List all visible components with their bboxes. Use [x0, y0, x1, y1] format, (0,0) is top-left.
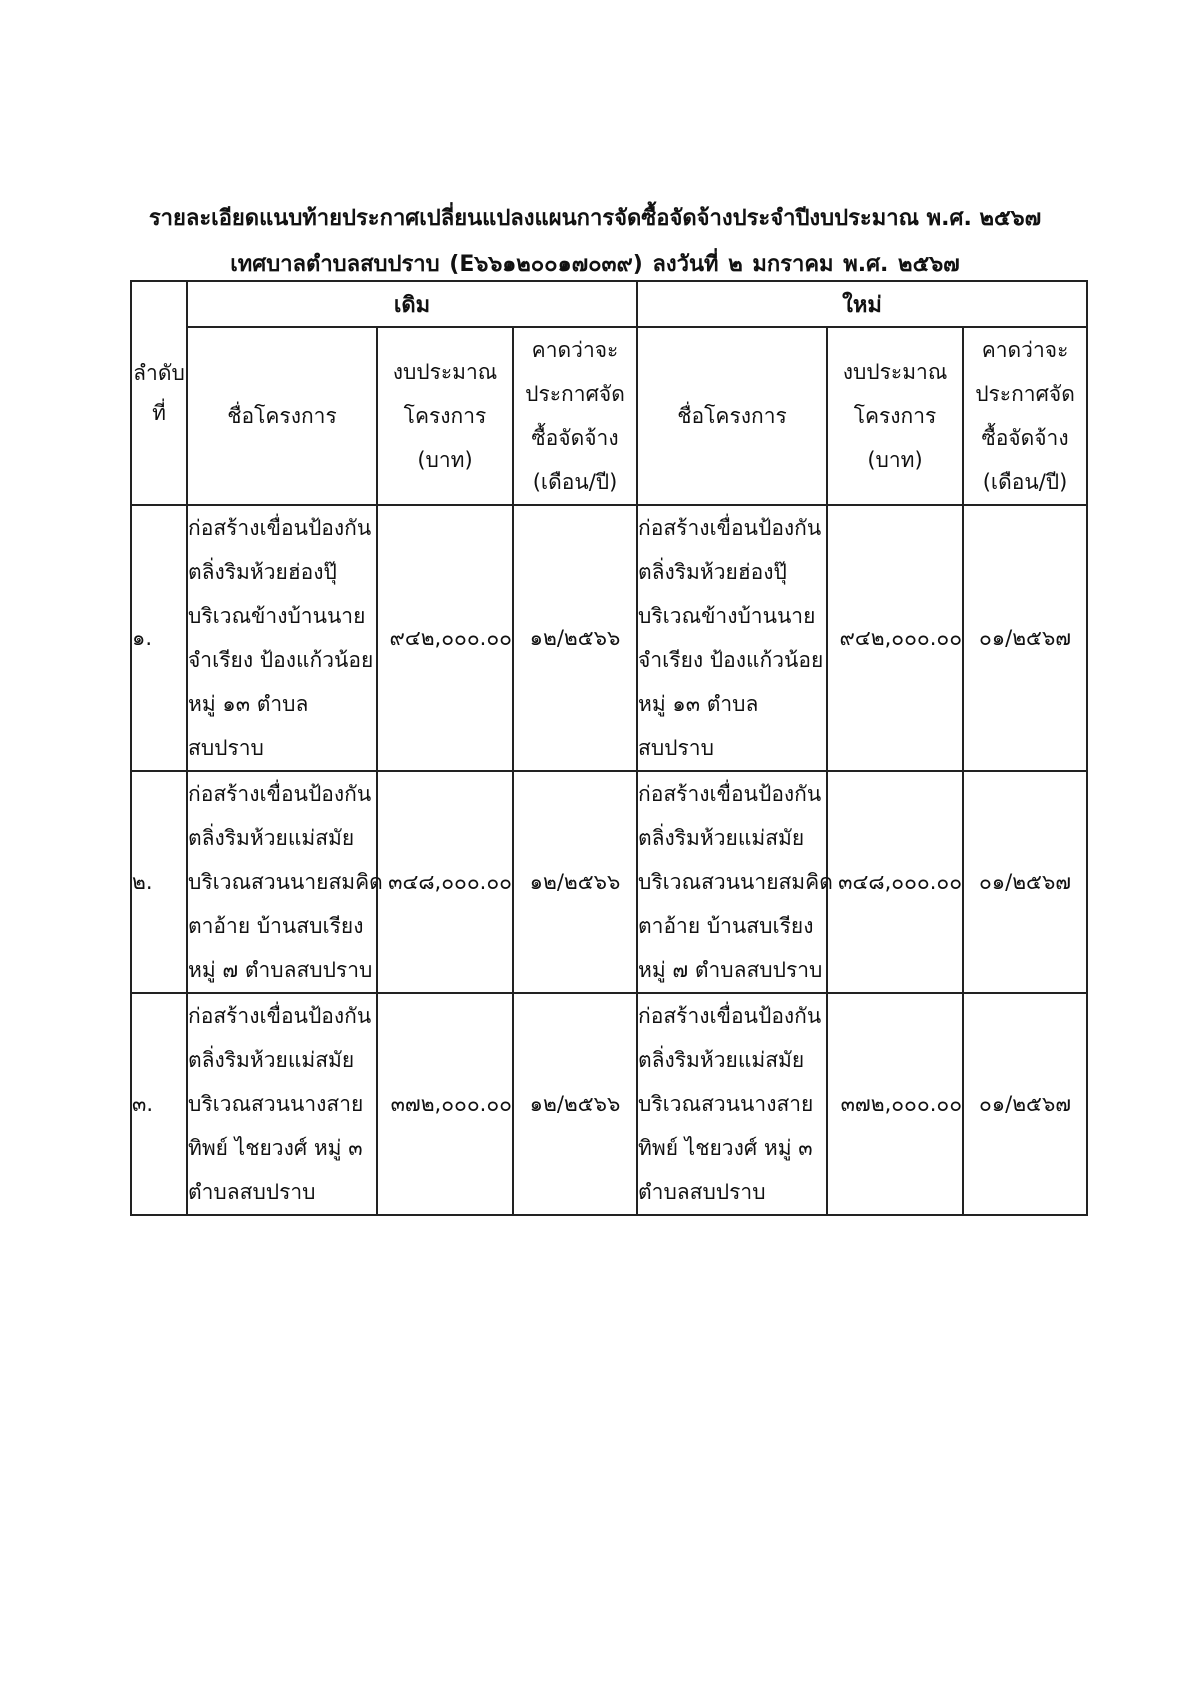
project-name-line: หมู่ ๗ ตำบลสบปราบ	[188, 958, 373, 982]
project-name-line: ตลิ่งริมห้วยแม่สมัย	[638, 826, 805, 850]
old-project-name	[187, 505, 377, 771]
col-date-line: ซื้อจัดจ้าง	[981, 426, 1069, 450]
project-name-line: สบปราบ	[638, 736, 714, 760]
table-row	[131, 505, 1087, 771]
col-budget-line: งบประมาณ	[842, 360, 948, 384]
group-header-old: เดิม	[187, 281, 637, 327]
project-name-line: บริเวณสวนนายสมคิด	[188, 870, 383, 894]
project-name-line: ก่อสร้างเขื่อนป้องกัน	[638, 782, 822, 806]
old-expected-date: ๑๒/๒๕๖๖	[513, 771, 637, 993]
col-budget-line: โครงการ	[853, 404, 937, 428]
col-header-old-budget	[377, 327, 513, 505]
project-name-line: ตำบลสบปราบ	[638, 1180, 766, 1204]
project-name-line: ก่อสร้างเขื่อนป้องกัน	[188, 516, 372, 540]
col-header-new-name: ชื่อโครงการ	[637, 327, 827, 505]
project-name-line: ตลิ่งริมห้วยแม่สมัย	[188, 826, 355, 850]
old-budget: ๓๔๘,๐๐๐.๐๐	[377, 771, 513, 993]
project-name-line: ก่อสร้างเขื่อนป้องกัน	[638, 516, 822, 540]
project-name-line: หมู่ ๗ ตำบลสบปราบ	[638, 958, 823, 982]
project-name-line: บริเวณสวนนางสาย	[188, 1092, 364, 1116]
project-name-line: ตาอ้าย บ้านสบเรียง	[188, 914, 364, 938]
project-name-line: จำเรียง ป้องแก้วน้อย	[638, 648, 824, 672]
row-number: ๒.	[131, 771, 187, 993]
col-header-new-date	[963, 327, 1087, 505]
col-date-line: คาดว่าจะ	[531, 338, 619, 362]
project-name-line: ตำบลสบปราบ	[188, 1180, 316, 1204]
document-title	[0, 196, 1190, 288]
col-date-line: (เดือน/ปี)	[982, 470, 1068, 494]
project-name-line: บริเวณข้างบ้านนาย	[188, 604, 366, 628]
col-header-old-name: ชื่อโครงการ	[187, 327, 377, 505]
table-row	[131, 993, 1087, 1215]
old-budget: ๙๔๒,๐๐๐.๐๐	[377, 505, 513, 771]
title-line-1: รายละเอียดแนบท้ายประกาศเปลี่ยนแปลงแผนการจัดซื้อจัดจ้างประจำปีงบประมาณ พ.ศ. ๒๕๖๗	[148, 206, 1042, 231]
project-name-line: ก่อสร้างเขื่อนป้องกัน	[638, 1004, 822, 1028]
project-name-line: บริเวณสวนนายสมคิด	[638, 870, 833, 894]
project-name-line: หมู่ ๑๓ ตำบล	[638, 692, 759, 716]
project-name-line: หมู่ ๑๓ ตำบล	[188, 692, 309, 716]
col-budget-line: (บาท)	[417, 448, 473, 472]
col-header-new-budget	[827, 327, 963, 505]
project-name-line: บริเวณข้างบ้านนาย	[638, 604, 816, 628]
col-date-line: ประกาศจัด	[975, 382, 1075, 406]
row-number: ๑.	[131, 505, 187, 771]
new-project-name	[637, 771, 833, 993]
col-date-line: ประกาศจัด	[525, 382, 625, 406]
project-name-line: ก่อสร้างเขื่อนป้องกัน	[188, 1004, 372, 1028]
new-project-name	[637, 505, 827, 771]
project-name-line: ตลิ่งริมห้วยแม่สมัย	[638, 1048, 805, 1072]
new-budget: ๓๔๘,๐๐๐.๐๐	[827, 771, 963, 993]
project-name-line: ตาอ้าย บ้านสบเรียง	[638, 914, 814, 938]
col-no-line: ลำดับ	[133, 361, 185, 385]
table-row	[131, 771, 1087, 993]
project-name-line: ทิพย์ ไชยวงศ์ หมู่ ๓	[188, 1136, 363, 1160]
new-project-name	[637, 993, 827, 1215]
col-header-old-date	[513, 327, 637, 505]
project-name-line: จำเรียง ป้องแก้วน้อย	[188, 648, 374, 672]
col-date-line: ซื้อจัดจ้าง	[531, 426, 619, 450]
new-expected-date: ๐๑/๒๕๖๗	[963, 771, 1087, 993]
new-budget: ๙๔๒,๐๐๐.๐๐	[827, 505, 963, 771]
old-expected-date: ๑๒/๒๕๖๖	[513, 993, 637, 1215]
col-date-line: (เดือน/ปี)	[532, 470, 618, 494]
column-header-row	[131, 327, 1087, 505]
col-budget-line: งบประมาณ	[392, 360, 498, 384]
new-budget: ๓๗๒,๐๐๐.๐๐	[827, 993, 963, 1215]
col-budget-line: โครงการ	[403, 404, 487, 428]
col-no-line: ที่	[152, 401, 166, 425]
project-name-line: บริเวณสวนนางสาย	[638, 1092, 814, 1116]
old-budget: ๓๗๒,๐๐๐.๐๐	[377, 993, 513, 1215]
project-name-line: สบปราบ	[188, 736, 264, 760]
group-header-row	[131, 281, 1087, 327]
project-name-line: ก่อสร้างเขื่อนป้องกัน	[188, 782, 372, 806]
col-header-no	[131, 281, 187, 505]
group-header-new: ใหม่	[637, 281, 1087, 327]
old-expected-date: ๑๒/๒๕๖๖	[513, 505, 637, 771]
col-budget-line: (บาท)	[867, 448, 923, 472]
project-name-line: ทิพย์ ไชยวงศ์ หมู่ ๓	[638, 1136, 813, 1160]
procurement-plan-table	[130, 280, 1088, 1216]
title-line-2: เทศบาลตำบลสบปราบ (E๖๖๑๒๐๐๑๗๐๓๙) ลงวันที่ ๒ มกราคม พ.ศ. ๒๕๖๗	[230, 252, 960, 277]
project-name-line: ตลิ่งริมห้วยฮ่องปุ๊	[638, 560, 787, 584]
row-number: ๓.	[131, 993, 187, 1215]
new-expected-date: ๐๑/๒๕๖๗	[963, 993, 1087, 1215]
col-date-line: คาดว่าจะ	[981, 338, 1069, 362]
old-project-name	[187, 771, 383, 993]
project-name-line: ตลิ่งริมห้วยแม่สมัย	[188, 1048, 355, 1072]
old-project-name	[187, 993, 377, 1215]
new-expected-date: ๐๑/๒๕๖๗	[963, 505, 1087, 771]
project-name-line: ตลิ่งริมห้วยฮ่องปุ๊	[188, 560, 337, 584]
